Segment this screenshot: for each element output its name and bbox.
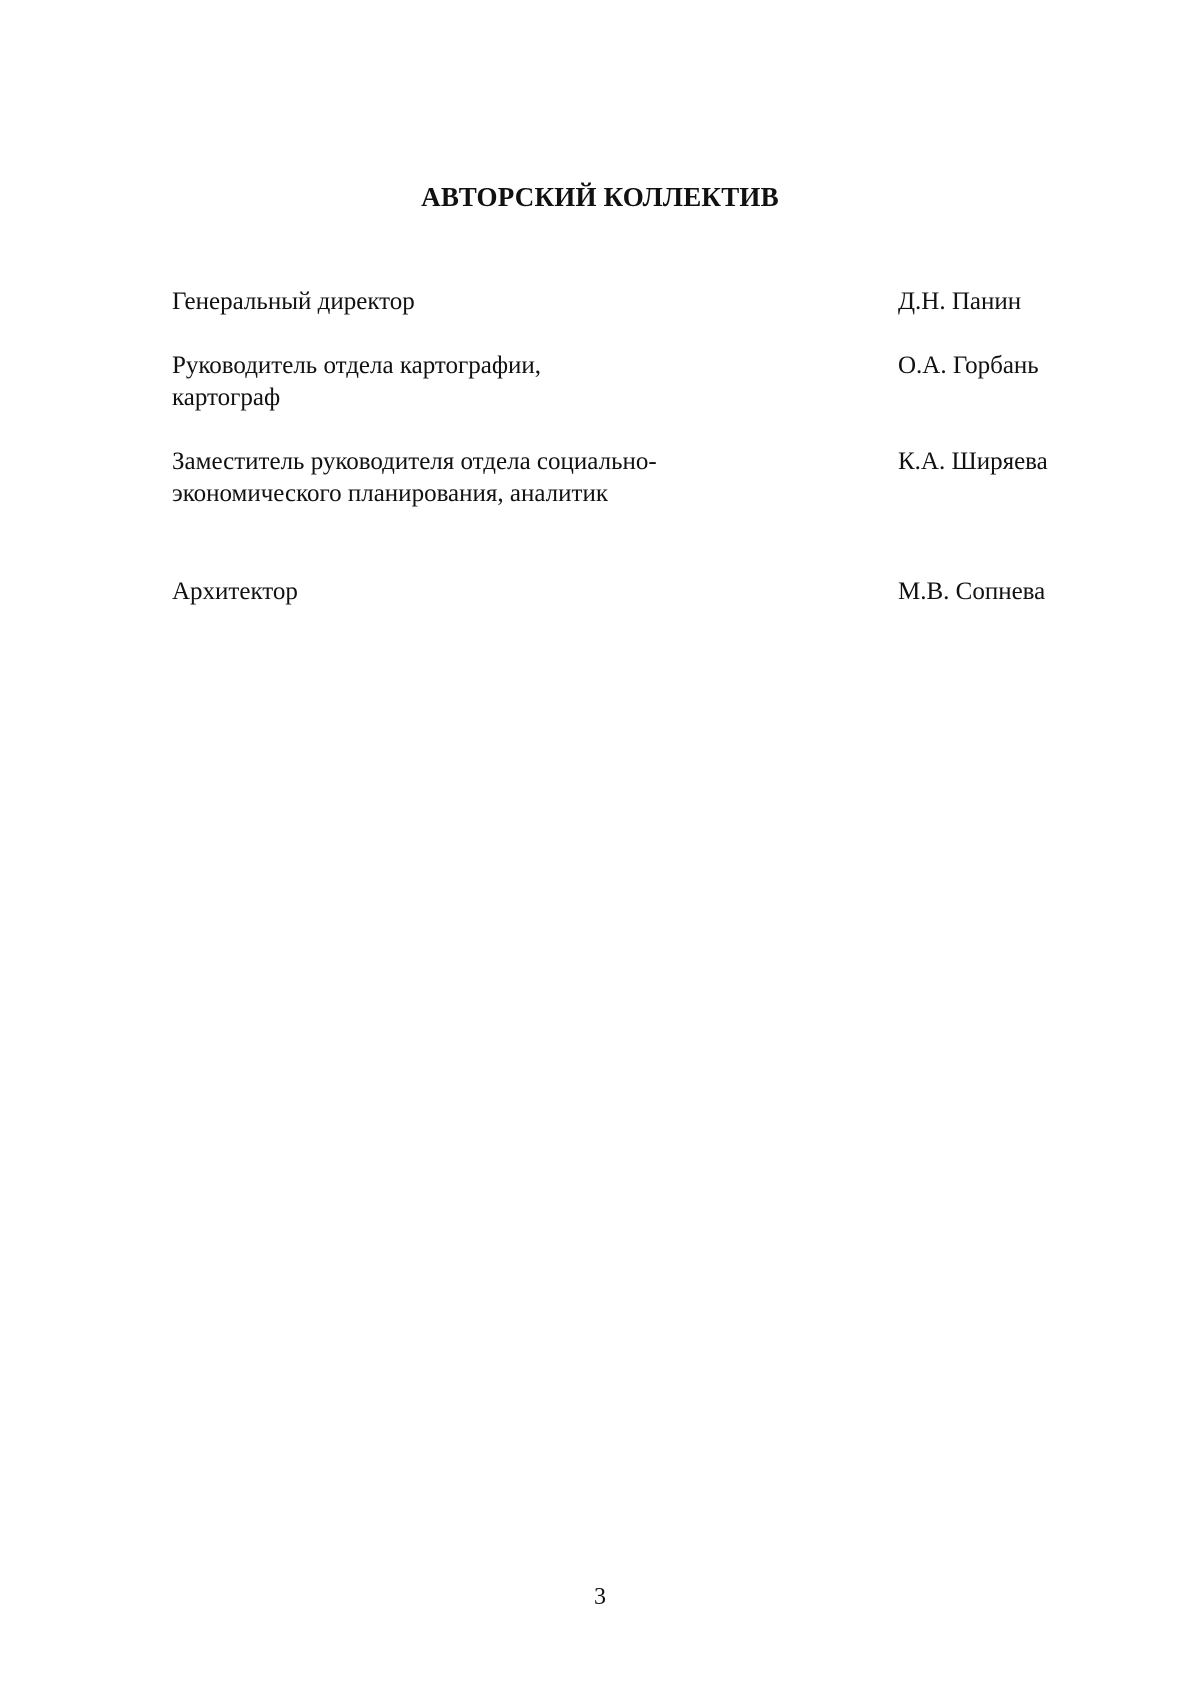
- page-number: 3: [594, 1584, 606, 1610]
- author-role: [172, 350, 772, 414]
- author-role-line: Архитектор: [172, 578, 298, 605]
- author-role-line: картограф: [172, 384, 281, 411]
- author-role: [172, 446, 772, 510]
- author-name: М.В. Сопнева: [898, 578, 1046, 605]
- author-role: [172, 576, 772, 608]
- author-role-line: Заместитель руководителя отдела социально-: [172, 448, 657, 475]
- author-name: К.А. Ширяева: [898, 448, 1048, 475]
- author-role-line: Генеральный директор: [172, 288, 415, 315]
- author-name: Д.Н. Панин: [898, 288, 1022, 315]
- author-role: [172, 286, 772, 318]
- author-role-line: Руководитель отдела картографии,: [172, 352, 542, 379]
- page-title: АВТОРСКИЙ КОЛЛЕКТИВ: [421, 182, 779, 212]
- author-name: О.А. Горбань: [898, 352, 1039, 379]
- author-role-line: экономического планирования, аналитик: [172, 480, 608, 507]
